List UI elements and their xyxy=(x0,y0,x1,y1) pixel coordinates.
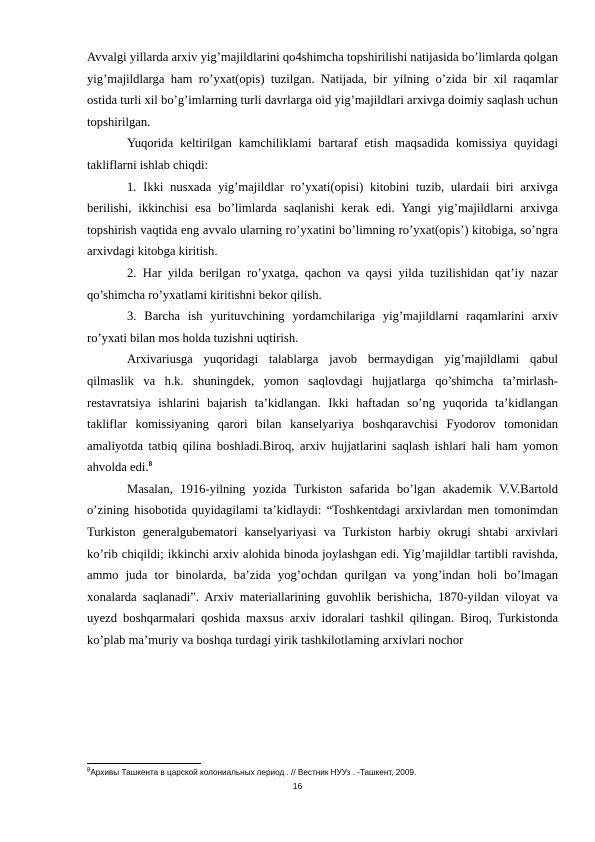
paragraph-1: Avvalgi yillarda arxiv yig’majildlarini qo4shimcha topshirilishi natijasida bo’limlarda qolgan yig’majildlarga ham ro’yxat(opis) tuzilgan. Natijada, bir yilning o’zida bir xil raqamlar ostida turli xil bo’g’imlarning turli davrlarga oid yig’majildlari arxivga doimiy saqlash uchun topshirilgan. xyxy=(87,50,558,129)
paragraph-2: Yuqorida keltirilgan kamchiliklami bartaraf etish maqsadida komissiya quyidagi takliflarni ishlab chiqdi: xyxy=(87,136,558,172)
paragraph-6 xyxy=(87,349,558,479)
paragraph-6-text: Arxivariusga yuqoridagi talablarga javob bermaydigan yig’majildlami qabul qilmaslik va h.k. shuningdek, yomon saqlovdagi hujjatlarga qo’shimcha ta’mirlash-restavratsiya ishlarini bajarish ta’kidlangan. Ikki haftadan so’ng yuqorida ta’kidlangan takliflar komissiyaning qarori bilan kanselyariya boshqaravchisi Fyodorov tomonidan amaliyotda tatbiq qilina boshladi.Biroq, arxiv hujjatlarini saqlash ishlari hali ham yomon ahvolda edi. xyxy=(87,352,558,475)
footnote-reference[interactable]: 8 xyxy=(148,460,153,469)
footnote-number: 8 xyxy=(87,767,91,774)
footnote-text: Архивы Ташкента в царской колониальных период . // Вестник НУУз . -Ташкент, 2009. xyxy=(90,768,417,777)
body-text xyxy=(87,47,558,652)
footnote-divider xyxy=(87,763,201,764)
paragraph-5: 3. Barcha ish yurituvchining yordamchilariga yig’majildlarni raqamlarini arxiv ro’yxati bilan mos holda tuzishni uqtirish. xyxy=(87,309,558,345)
paragraph-7: Masalan, 1916-yilning yozida Turkiston safarida bo’lgan akademik V.V.Bartold o’zining hisobotida quyidagilami ta’kidlaydi: “Toshkentdagi arxivlardan men tomonimdan Turkiston generalgubematori kanselyariyasi va Turkiston harbiy okrugi shtabi arxivlari ko’rib chiqildi; ikkinchi arxiv alohida binoda joylashgan edi. Yig’majildlar tartibli ravishda, ammo juda tor binolarda, ba’zida yog’ochdan qurilgan va yong’indan holi bo’lmagan xonalarda saqlanadi”. Arxiv materiallarining guvohlik berishicha, 1870-yildan viloyat va uyezd boshqarmalari qoshida maxsus arxiv idoralari tashkil qilingan. Biroq, Turkistonda ko’plab ma’muriy va boshqa turdagi yirik tashkilotlaming arxivlari nochor xyxy=(87,481,558,648)
page-number: 16 xyxy=(292,781,303,791)
paragraph-3: 1. Ikki nusxada yig’majildlar ro’yxati(opisi) kitobini tuzib, ulardaii biri arxivga berilishi, ikkinchisi esa bo’limlarda saqlanishi kerak edi. Yangi yig’majildlarni arxivga topshirish vaqtida eng avvalo ularning ro’yxatini bo’limning ro’yxat(opis’) kitobiga, so’ngra arxivdagi kitobga kiritish. xyxy=(87,179,558,259)
footnote xyxy=(87,767,558,778)
paragraph-4: 2. Har yilda berilgan ro’yxatga, qachon va qaysi yilda tuzilishidan qat’iy nazar qo’shimcha ro’yxatlami kiritishni bekor qilish. xyxy=(87,265,558,302)
